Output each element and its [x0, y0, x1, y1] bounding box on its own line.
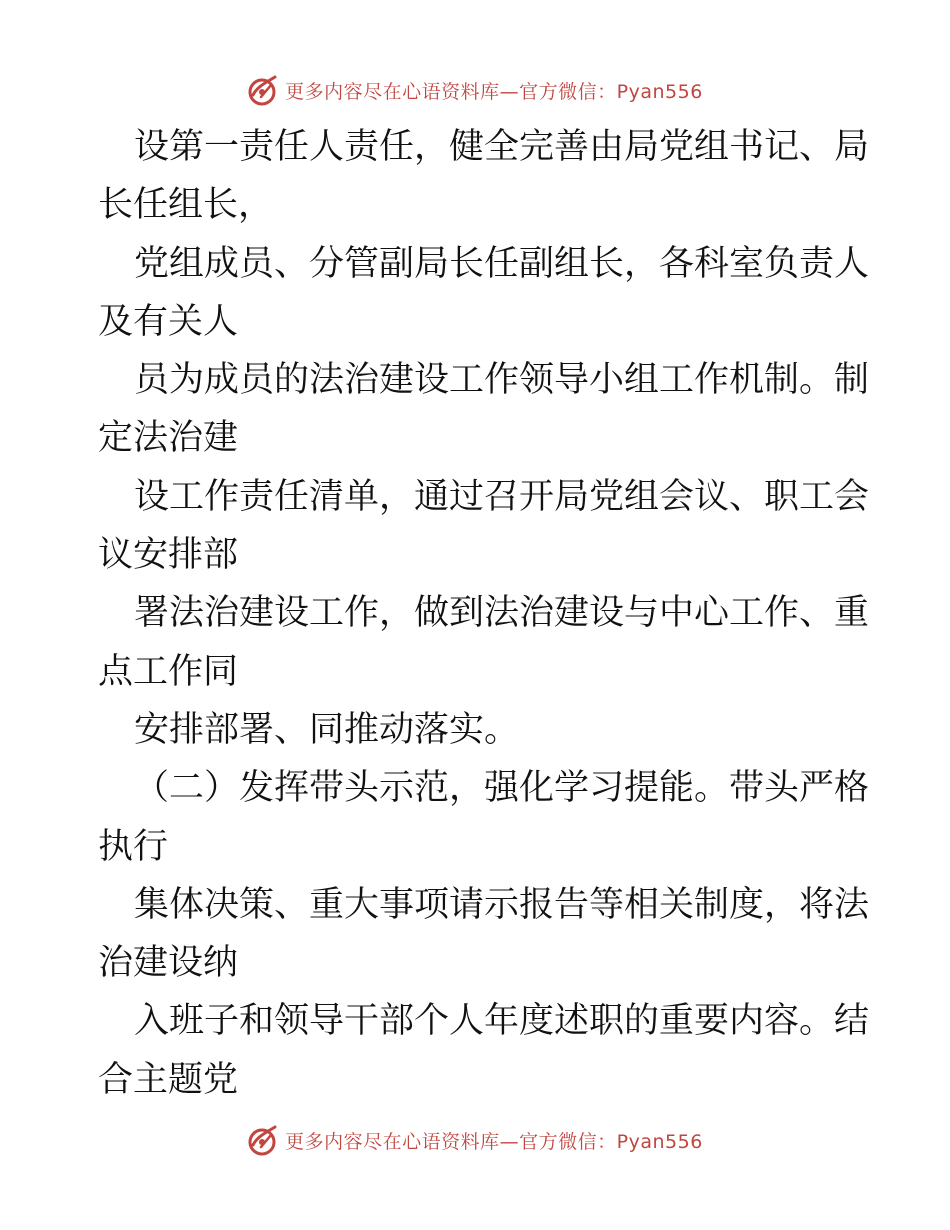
- text-line: 长任组长，: [98, 185, 274, 226]
- watermark-text: 更多内容尽在心语资料库—官方微信：Pyan556: [285, 1130, 703, 1153]
- text-line: 入班子和领导干部个人年度述职的重要内容。结: [134, 1001, 870, 1042]
- watermark-banner-bottom: [0, 1120, 950, 1160]
- text-line: 治建设纳: [98, 943, 239, 984]
- text-line: 点工作同: [98, 651, 239, 692]
- brush-seal-icon: [247, 73, 281, 107]
- brush-seal-icon: [247, 1123, 281, 1157]
- watermark-banner-top: [0, 70, 950, 110]
- text-line: 定法治建: [98, 418, 239, 459]
- text-line: 署法治建设工作，做到法治建设与中心工作、重: [134, 593, 870, 634]
- text-line: 合主题党: [98, 1059, 239, 1100]
- text-line: 执行: [98, 826, 169, 867]
- text-line: 设工作责任清单，通过召开局党组会议、职工会: [134, 476, 870, 517]
- text-line: 集体决策、重大事项请示报告等相关制度，将法: [134, 884, 870, 925]
- document-body: [98, 118, 870, 1109]
- text-line: 设第一责任人责任，健全完善由局党组书记、局: [134, 127, 870, 167]
- text-line: 党组成员、分管副局长任副组长，各科室负责人: [134, 243, 870, 284]
- text-line: 员为成员的法治建设工作领导小组工作机制。制: [134, 360, 870, 401]
- text-line: （二）发挥带头示范，强化学习提能。带头严格: [134, 768, 870, 809]
- text-line: 安排部署、同推动落实。: [134, 709, 520, 750]
- watermark-text: 更多内容尽在心语资料库—官方微信：Pyan556: [285, 80, 703, 103]
- text-line: 及有关人: [98, 301, 239, 342]
- text-line: 议安排部: [98, 535, 239, 576]
